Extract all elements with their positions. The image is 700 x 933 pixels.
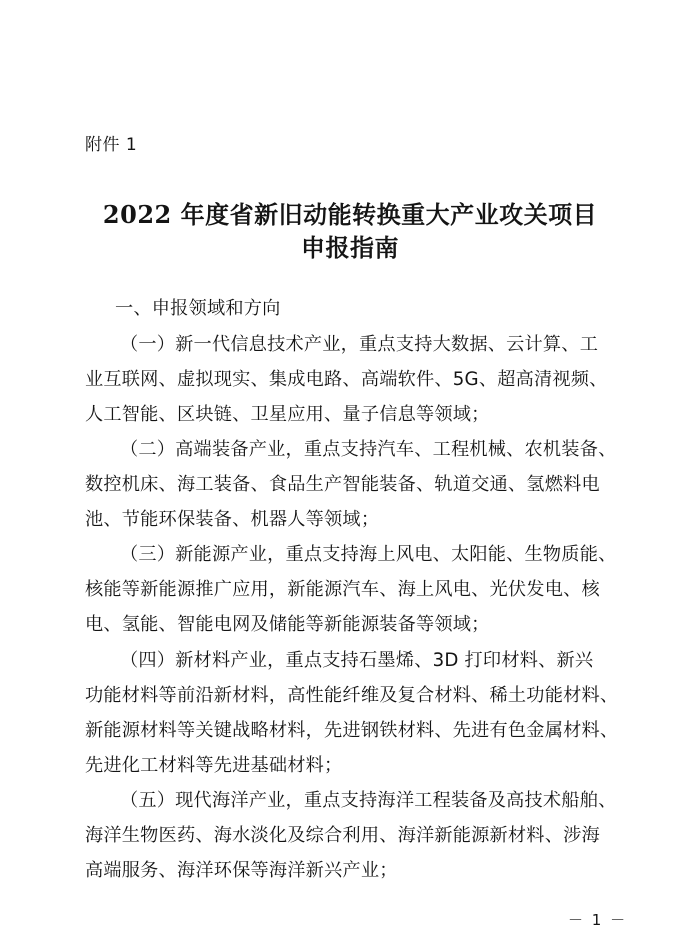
paragraph-line: 池、节能环保装备、机器人等领域； xyxy=(85,509,380,530)
paragraph-line: 先进化工材料等先进基础材料； xyxy=(85,755,343,776)
paragraph-line: 电、氢能、智能电网及储能等新能源装备等领域； xyxy=(85,614,490,635)
document-title-line-2: 申报指南 xyxy=(301,233,399,262)
paragraph-line: 业互联网、虚拟现实、集成电路、高端软件、5G、超高清视频、 xyxy=(85,369,608,390)
paragraph-line: （三）新能源产业，重点支持海上风电、太阳能、生物质能、 xyxy=(120,544,617,565)
paragraph-line: 高端服务、海洋环保等海洋新兴产业； xyxy=(85,860,398,881)
paragraph-line: （五）现代海洋产业，重点支持海洋工程装备及高技术船舶、 xyxy=(120,790,617,811)
section-heading: 一、申报领域和方向 xyxy=(115,298,281,319)
paragraph-line: （一）新一代信息技术产业，重点支持大数据、云计算、工 xyxy=(120,334,599,355)
paragraph-line: 新能源材料等关键战略材料，先进钢铁材料、先进有色金属材料、 xyxy=(85,720,619,741)
paragraph-line: 海洋生物医药、海水淡化及综合利用、海洋新能源新材料、涉海 xyxy=(85,825,600,846)
document-title-line-1: 2022 年度省新旧动能转换重大产业攻关项目 xyxy=(102,200,598,229)
attachment-label: 附件 1 xyxy=(85,135,138,155)
paragraph-line: 人工智能、区块链、卫星应用、量子信息等领域； xyxy=(85,404,490,425)
page-number: － 1 － xyxy=(568,911,628,929)
paragraph-line: （二）高端装备产业，重点支持汽车、工程机械、农机装备、 xyxy=(120,439,617,460)
paragraph-line: 功能材料等前沿新材料，高性能纤维及复合材料、稀土功能材料、 xyxy=(85,685,619,706)
paragraph-line: 数控机床、海工装备、食品生产智能装备、轨道交通、氢燃料电 xyxy=(85,474,600,495)
paragraph-line: （四）新材料产业，重点支持石墨烯、3D 打印材料、新兴 xyxy=(120,650,594,671)
paragraph-line: 核能等新能源推广应用，新能源汽车、海上风电、光伏发电、核 xyxy=(85,579,600,600)
